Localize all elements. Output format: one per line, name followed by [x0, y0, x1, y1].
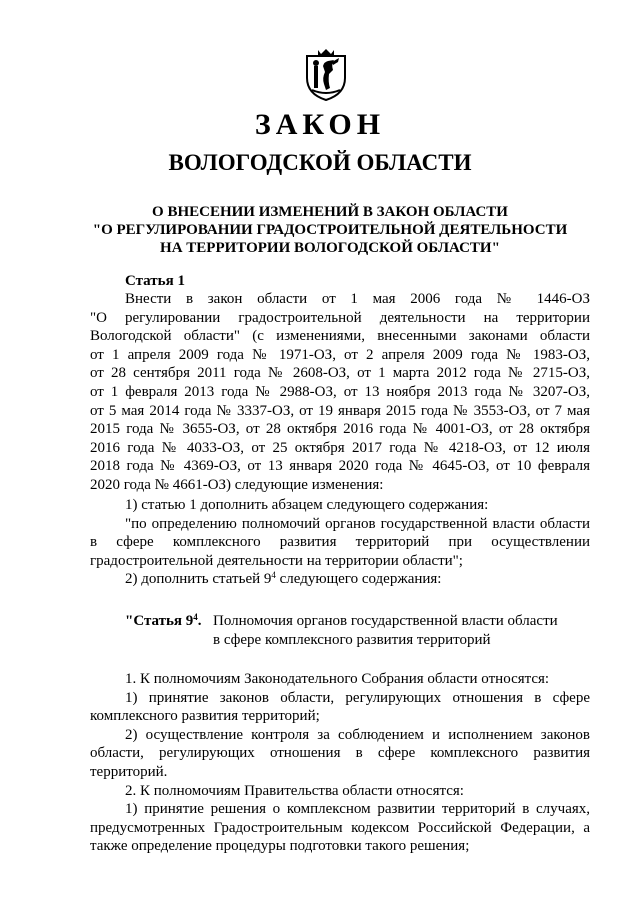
paragraph-1-2-line: 2) осуществление контроля за соблюдением и исполнением законов: [125, 726, 590, 743]
article1-line: от 1 апреля 2009 года № 1971-ОЗ, от 2 апреля 2009 года № 1983-ОЗ,: [90, 346, 590, 363]
law-subject: [60, 203, 600, 257]
law-title: ЗАКОН: [254, 108, 386, 141]
paragraph-1-2-line: области, регулирующих отношения в сфере комплексного развития: [90, 745, 590, 762]
coat-of-arms-icon: [304, 48, 348, 102]
new-article-label: "Статья $9^4$.: [125, 612, 202, 629]
article1-line: 2020 года № 4661-ОЗ) следующие изменения:: [90, 476, 384, 493]
paragraph-1-2-line: территорий.: [90, 763, 168, 780]
article1-line: от 5 мая 2014 года № 3337-ОЗ, от 19 января 2015 года № 3553-ОЗ, от 7 мая: [90, 402, 590, 419]
new-article-heading: [125, 612, 595, 650]
amendments: [90, 496, 590, 589]
paragraph-1: 1. К полномочиям Законодательного Собрания области относятся:: [125, 671, 550, 687]
article1-line: "О регулировании градостроительной деятельности на территории: [90, 309, 590, 326]
quote-line: в сфере комплексного развития территорий при осуществлении: [90, 534, 590, 551]
subject-line: "О РЕГУЛИРОВАНИИ ГРАДОСТРОИТЕЛЬНОЙ ДЕЯТЕЛЬНОСТИ: [92, 222, 568, 238]
subject-line: О ВНЕСЕНИИ ИЗМЕНЕНИЙ В ЗАКОН ОБЛАСТИ: [152, 204, 508, 220]
amendment-item-2: 2) дополнить статьей $9^4$ следующего содержания:: [125, 570, 442, 588]
article1-line: от 1 февраля 2013 года № 2988-ОЗ, от 13 ноября 2013 года № 3207-ОЗ,: [90, 383, 590, 400]
article1-heading: Статья 1: [125, 273, 185, 289]
article1-line: 2015 года № 3655-ОЗ, от 28 октября 2016 года № 4001-ОЗ, от 28 октября: [90, 421, 590, 438]
paragraph-2: 2. К полномочиям Правительства области относятся:: [125, 782, 464, 799]
paragraph-1-1-line: 1) принятие законов области, регулирующих отношения в сфере: [125, 689, 590, 706]
article1-line: от 28 сентября 2011 года № 2608-ОЗ, от 1 марта 2012 года № 2715-ОЗ,: [90, 365, 590, 382]
new-article-title: Полномочия органов государственной власти области в сфере комплексного развития территорий: [213, 613, 558, 648]
paragraph-2-1-line: предусмотренных Градостроительным кодексом Российской Федерации, а: [90, 819, 590, 836]
coat-of-arms-emblem: [304, 48, 348, 102]
paragraph-1-1-line: комплексного развития территорий;: [90, 708, 320, 725]
article1-line: 2016 года № 4033-ОЗ, от 25 октября 2017 года № 4218-ОЗ, от 12 июля: [90, 439, 590, 456]
amendment-item-1: 1) статью 1 дополнить абзацем следующего содержания:: [125, 497, 489, 513]
article1-line: Вологодской области" (с изменениями, внесенными законами области: [90, 328, 590, 345]
subject-line: НА ТЕРРИТОРИИ ВОЛОГОДСКОЙ ОБЛАСТИ": [160, 240, 500, 256]
paragraph-2-1-line: 1) принятие решения о комплексном развитии территорий в случаях,: [125, 801, 590, 818]
article1-body: [90, 290, 590, 495]
new-article-body: [90, 670, 590, 856]
region-title: ВОЛОГОДСКОЙ ОБЛАСТИ: [168, 150, 472, 175]
article1-line: 2018 года № 4369-ОЗ, от 13 января 2020 года № 4645-ОЗ, от 10 февраля: [90, 458, 590, 475]
quote-line: градостроительной деятельности на территории области";: [90, 552, 463, 569]
article1-line: Внести в закон области от 1 мая 2006 года № 1446-ОЗ: [125, 291, 590, 307]
paragraph-2-1-line: также определение процедуры подготовки такого решения;: [90, 838, 470, 855]
quote-line: "по определению полномочий органов государственной власти области: [125, 515, 590, 532]
